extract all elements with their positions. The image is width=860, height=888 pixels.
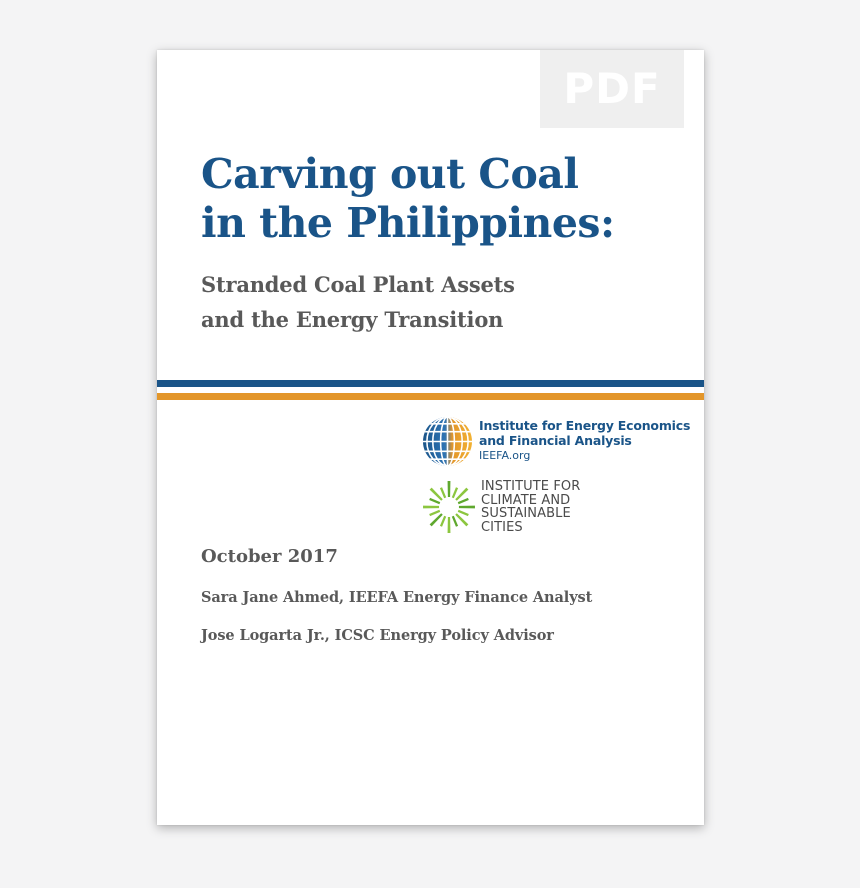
icsc-name (481, 480, 621, 534)
publication-date: October 2017 (201, 546, 338, 567)
author-2: Jose Logarta Jr., ICSC Energy Policy Advisor (201, 627, 554, 644)
sunburst-ray (429, 510, 440, 516)
ieefa-logo (422, 415, 692, 467)
sunburst-icon (422, 480, 476, 534)
sunburst-ray (452, 487, 458, 498)
orange-divider (157, 393, 704, 400)
globe-icon (422, 416, 473, 467)
sunburst-ray (440, 487, 446, 498)
title-line-2: in the Philippines: (201, 199, 615, 247)
document-title (201, 150, 615, 248)
document-cover (157, 50, 704, 825)
icsc-logo (422, 478, 622, 536)
ieefa-url: IEEFA.org (479, 449, 531, 462)
sunburst-ray (429, 498, 440, 504)
icsc-name-line-2: CLIMATE AND (481, 492, 571, 508)
sunburst-ray (452, 516, 458, 527)
ieefa-name-line-2: and Financial Analysis (479, 433, 632, 448)
ieefa-name-line-1: Institute for Energy Economics (479, 418, 691, 433)
icsc-name-line-3: SUSTAINABLE (481, 506, 571, 521)
icsc-name-line-1: INSTITUTE FOR (481, 479, 581, 494)
sunburst-ray (448, 517, 451, 533)
title-line-1: Carving out Coal (201, 150, 579, 198)
subtitle-line-2: and the Energy Transition (201, 307, 504, 332)
pdf-badge: PDF (540, 50, 684, 128)
document-subtitle (201, 267, 515, 337)
blue-divider (157, 380, 704, 387)
author-1: Sara Jane Ahmed, IEEFA Energy Finance Analyst (201, 589, 593, 606)
icsc-name-line-4: CITIES (481, 519, 523, 535)
sunburst-ray (458, 498, 469, 504)
sunburst-ray (448, 481, 451, 497)
sunburst-ray (423, 506, 439, 509)
ieefa-name (479, 418, 690, 448)
sunburst-ray (459, 506, 475, 509)
sunburst-ray (440, 516, 446, 527)
subtitle-line-1: Stranded Coal Plant Assets (201, 272, 515, 297)
sunburst-ray (458, 510, 469, 516)
